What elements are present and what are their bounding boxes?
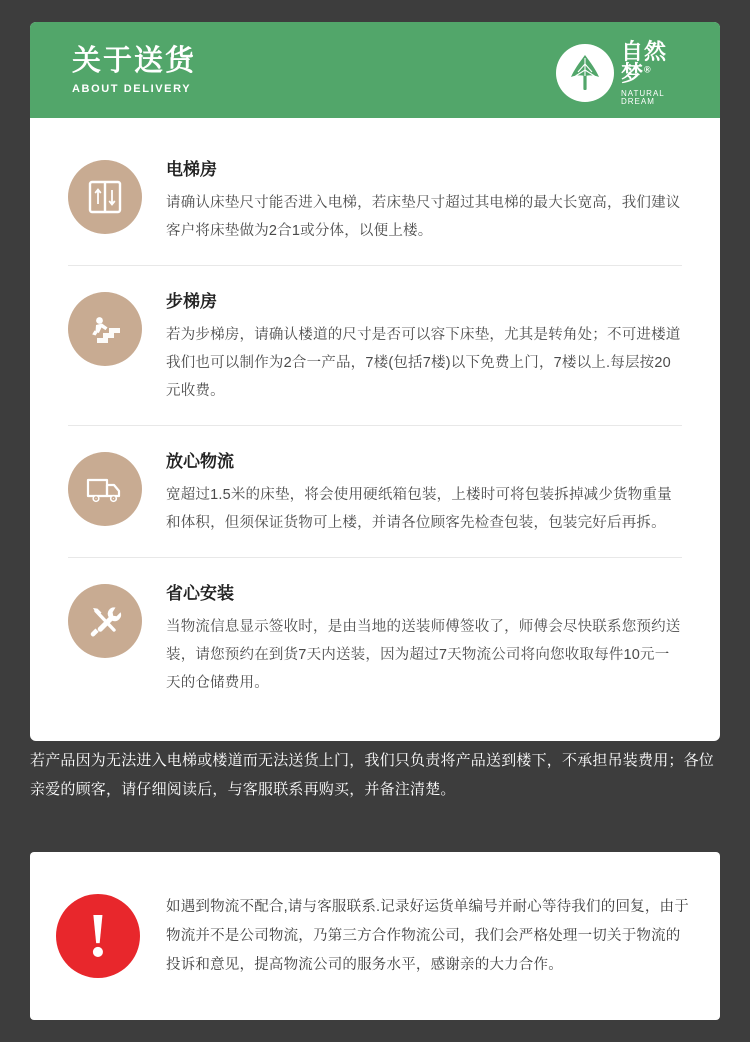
stairs-icon: [68, 292, 142, 366]
delivery-items-list: [30, 118, 720, 741]
list-item-title: 放心物流: [166, 452, 234, 471]
page-title: 关于送货: [72, 44, 197, 77]
tools-icon: [68, 584, 142, 658]
list-item-body: [166, 156, 682, 245]
brand-logo: [556, 40, 686, 106]
list-item-body: [166, 448, 682, 537]
list-item: [68, 426, 682, 558]
logistics-warning-card: [30, 852, 720, 1020]
page-subtitle: ABOUT DELIVERY: [72, 82, 192, 95]
list-item-title: 步梯房: [166, 292, 217, 311]
list-item: [68, 266, 682, 426]
list-item-body: [166, 580, 682, 697]
list-item-title: 省心安装: [166, 584, 234, 603]
header-titles: [72, 44, 196, 97]
list-item-body: [166, 288, 682, 405]
delivery-card: [30, 22, 720, 741]
tree-icon: [556, 44, 614, 102]
exclamation-icon: [56, 894, 140, 978]
list-item-desc: 请确认床垫尺寸能否进入电梯，若床垫尺寸超过其电梯的最大长宽高，我们建议客户将床垫做为2合1或分体，以便上楼。: [166, 195, 681, 239]
brand-name-en: NATURAL DREAM: [621, 88, 665, 106]
list-item-desc: 若为步梯房，请确认楼道的尺寸是否可以容下床垫，尤其是转角处；不可进楼道我们也可以制作为2合一产品，7楼(包括7楼)以下免费上门，7楼以上.每层按20元收费。: [166, 327, 681, 399]
list-item: [68, 134, 682, 266]
logistics-warning-text: 如遇到物流不配合,请与客服联系.记录好运货单编号并耐心等待我们的回复，由于物流并不是公司物流，乃第三方合作物流公司，我们会严格处理一切关于物流的投诉和意见，提高物流公司的服务水平，感谢亲的大力合作。: [166, 898, 689, 973]
truck-icon: [68, 452, 142, 526]
elevator-icon: [68, 160, 142, 234]
list-item-desc: 当物流信息显示签收时，是由当地的送装师傅签收了，师傅会尽快联系您预约送装，请您预约在到货7天内送装，因为超过7天物流公司将向您收取每件10元一天的仓储费用。: [166, 619, 681, 691]
list-item-title: 电梯房: [166, 160, 217, 179]
exclamation-mark: !: [87, 902, 109, 970]
brand-trademark: ®: [644, 64, 652, 75]
brand-text: [621, 38, 686, 106]
list-item: [68, 558, 682, 717]
brand-name-cn: 自然梦: [621, 38, 668, 86]
list-item-desc: 宽超过1.5米的床垫，将会使用硬纸箱包装，上楼时可将包装拆掉减少货物重量和体积，但须保证货物可上楼，并请各位顾客先检查包装，包装完好后再拆。: [166, 487, 672, 531]
delivery-disclaimer: 若产品因为无法进入电梯或楼道而无法送货上门，我们只负责将产品送到楼下，不承担吊装费用；各位亲爱的顾客，请仔细阅读后，与客服联系再购买，并备注清楚。: [30, 752, 715, 798]
page-header: [30, 22, 720, 118]
